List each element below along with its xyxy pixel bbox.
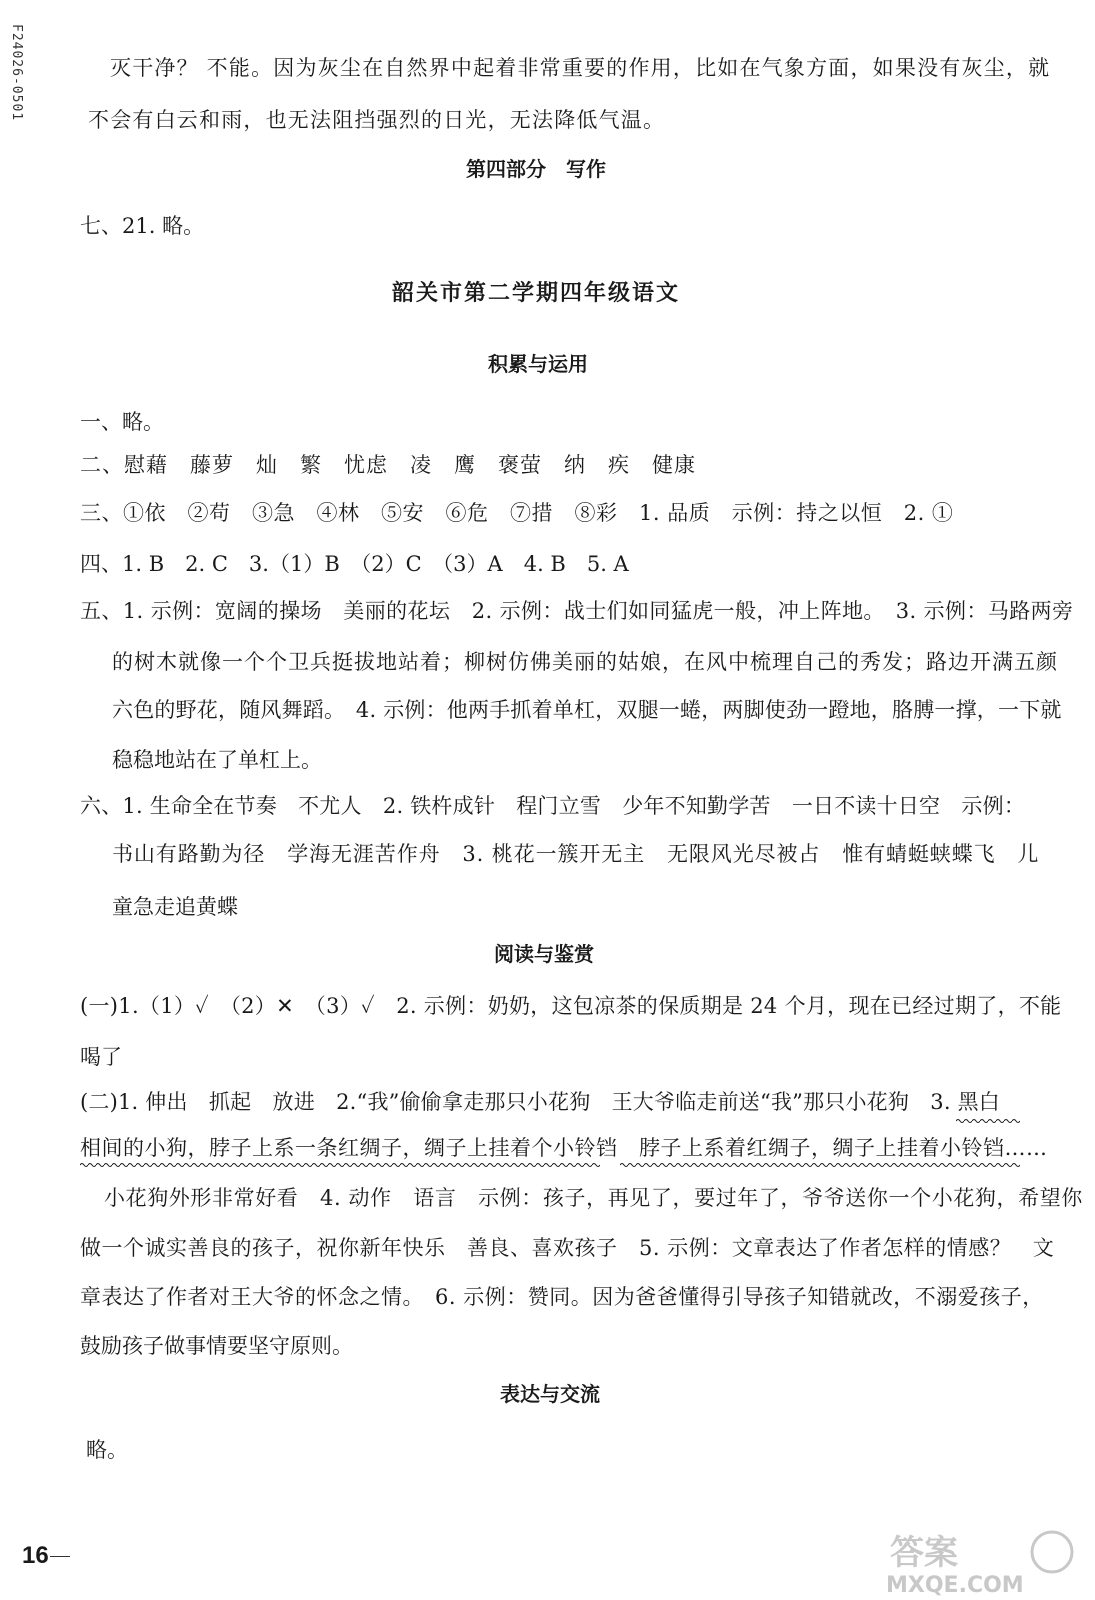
text-line: 四、1. B 2. C 3.（1）B （2）C （3）A 4. B 5. A [80,552,629,576]
text-line: 小花狗外形非常好看 4. 动作 语言 示例：孩子，再见了，要过年了，爷爷送你一个小花狗，希望你 [104,1186,1083,1210]
side-code: F24026-0501 [9,24,24,122]
text-line: 鼓励孩子做事情要坚守原则。 [80,1334,353,1358]
text-line: 六、1. 生命全在节奏 不尤人 2. 铁杵成针 程门立雪 少年不知勤学苦 一日不读十日空 示例： [80,794,1026,818]
section-heading: 第四部分 写作 [466,157,606,181]
text-line: (一)1.（1）✓ （2）✕ （3）✓ 2. 示例：奶奶，这包凉茶的保质期是 24 个月，现在已经过期了，不能 [80,994,1062,1018]
text-line: 不会有白云和雨，也无法阻挡强烈的日光，无法降低气温。 [88,108,666,132]
text-line: 稳稳地站在了单杠上。 [112,748,322,772]
page-number-dash [50,1556,70,1557]
text-line: 三、①依 ②苟 ③急 ④林 ⑤安 ⑥危 ⑦措 ⑧彩 1. 品质 示例：持之以恒 2. ① [80,501,954,525]
wavy-underline [620,1162,1020,1168]
text-line: 略。 [86,1438,128,1462]
watermark-url: MXQE.COM [886,1573,1024,1598]
section-heading: 表达与交流 [500,1382,600,1406]
text-line: 相间的小狗，脖子上系一条红绸子，绸子上挂着个小铃铛 脖子上系着红绸子，绸子上挂着小铃铛…… [80,1136,1048,1160]
wavy-underline [80,1162,600,1168]
text-line: 一、略。 [80,410,164,434]
text-line: 灭干净？ 不能。因为灰尘在自然界中起着非常重要的作用，比如在气象方面，如果没有灰尘，就 [110,56,1051,80]
text-line: (二)1. 伸出 抓起 放进 2.“我”偷偷拿走那只小花狗 王大爷临走前送“我”那只小花狗 3. 黑白 [80,1090,1000,1114]
watermark-logo [880,1530,1080,1598]
page-title: 韶关市第二学期四年级语文 [392,280,681,306]
text-line: 章表达了作者对王大爷的怀念之情。 6. 示例：赞同。因为爸爸懂得引导孩子知错就改，不溺爱孩子， [80,1285,1044,1309]
section-heading: 阅读与鉴赏 [494,942,594,966]
text-line: 七、21. 略。 [80,214,205,238]
text-line: 五、1. 示例：宽阔的操场 美丽的花坛 2. 示例：战士们如同猛虎一般，冲上阵地。 3. 示例：马路两旁 [80,599,1074,623]
text-line: 六色的野花，随风舞蹈。 4. 示例：他两手抓着单杠，双腿一蜷，两脚使劲一蹬地，胳膊一撑，一下就 [112,698,1062,722]
page-number: 16 [22,1542,49,1569]
text-line: 书山有路勤为径 学海无涯苦作舟 3. 桃花一簇开无主 无限风光尽被占 惟有蜻蜓蛱蝶飞 儿 [112,842,1040,866]
watermark-logo-text: 答案 [890,1533,958,1573]
text-line: 童急走追黄蝶 [112,895,238,919]
wavy-underline [956,1118,1020,1124]
text-line: 做一个诚实善良的孩子，祝你新年快乐 善良、喜欢孩子 5. 示例：文章表达了作者怎样的情感？ 文 [80,1236,1055,1260]
text-line: 喝了 [80,1045,122,1069]
section-heading: 积累与运用 [488,352,588,376]
text-line: 的树木就像一个个卫兵挺拔地站着；柳树仿佛美丽的姑娘，在风中梳理自己的秀发；路边开满五颜 [112,650,1058,674]
text-line: 二、慰藉 藤萝 灿 繁 忧虑 凌 鹰 褒萤 纳 疾 健康 [80,453,696,477]
